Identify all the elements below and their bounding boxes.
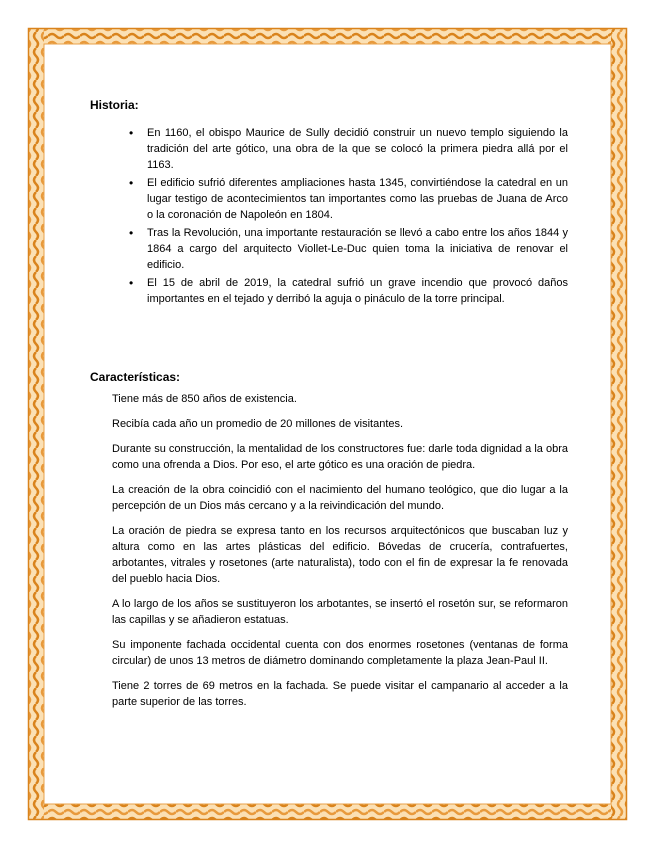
- caracteristicas-heading: Características:: [90, 370, 181, 384]
- bullet-icon: •: [129, 226, 134, 240]
- paragraph: Tiene más de 850 años de existencia.: [112, 393, 297, 405]
- list-item: [129, 275, 568, 307]
- list-item-text: En 1160, el obispo Maurice de Sully decidió construir un nuevo templo siguiendo la tradición del arte gótico, una obra de la que se colocó la primera piedra allá por el 1163.: [147, 127, 568, 171]
- paragraph: La oración de piedra se expresa tanto en los recursos arquitectónicos que buscaban luz y altura como en las artes plásticas del edificio. Bóvedas de crucería, contrafuertes, arbotantes, vitrales y rosetones (arte naturalista), todo con el fin de expresar la fe renovada del pueblo hacia Dios.: [112, 525, 568, 585]
- bullet-icon: •: [129, 176, 134, 190]
- historia-heading: Historia:: [90, 98, 139, 112]
- paragraph: Su imponente fachada occidental cuenta con dos enormes rosetones (ventanas de forma circular) de unos 13 metros de diámetro dominando completamente la plaza Jean-Paul II.: [112, 639, 568, 667]
- caracteristicas-section: [112, 391, 568, 719]
- bullet-icon: •: [129, 276, 134, 290]
- bullet-icon: •: [129, 126, 134, 140]
- list-item: [129, 225, 568, 273]
- list-item-text: Tras la Revolución, una importante restauración se llevó a cabo entre los años 1844 y 1864 a cargo del arquitecto Viollet-Le-Duc quien toma la iniciativa de renovar el edificio.: [147, 227, 568, 271]
- paragraph: A lo largo de los años se sustituyeron los arbotantes, se insertó el rosetón sur, se reformaron las capillas y se añadieron estatuas.: [112, 598, 568, 626]
- list-item-text: El edificio sufrió diferentes ampliaciones hasta 1345, convirtiéndose la catedral en un lugar testigo de acontecimientos tan importantes como las pruebas de Juana de Arco o la coronación de Napoleón en 1804.: [147, 177, 568, 221]
- paragraph: Tiene 2 torres de 69 metros en la fachada. Se puede visitar el campanario al acceder a la parte superior de las torres.: [112, 680, 568, 708]
- list-item: [129, 125, 568, 173]
- list-item: [129, 175, 568, 223]
- paragraph: Durante su construcción, la mentalidad de los constructores fue: darle toda dignidad a la obra como una ofrenda a Dios. Por eso, el arte gótico es una oración de piedra.: [112, 443, 568, 471]
- paragraph: La creación de la obra coincidió con el nacimiento del humano teológico, que dio lugar a la percepción de un Dios más cercano y a la reivindicación del mundo.: [112, 484, 568, 512]
- historia-list: [129, 125, 568, 309]
- list-item-text: El 15 de abril de 2019, la catedral sufrió un grave incendio que provocó daños importantes en el tejado y derribó la aguja o pináculo de la torre principal.: [147, 277, 568, 305]
- paragraph: Recibía cada año un promedio de 20 millones de visitantes.: [112, 418, 404, 430]
